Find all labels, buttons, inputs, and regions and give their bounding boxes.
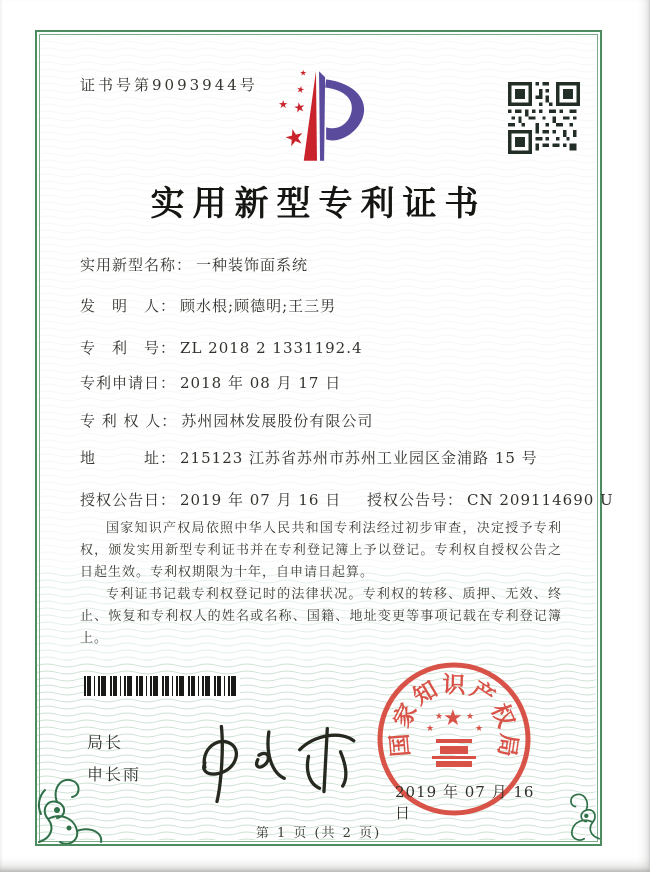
field-value: 一种装饰面系统 bbox=[196, 256, 309, 274]
field-label: 授权公告号： bbox=[367, 491, 464, 509]
field-row-patentee bbox=[80, 410, 580, 431]
svg-text:★: ★ bbox=[292, 100, 307, 117]
qr-code bbox=[508, 82, 580, 154]
field-value: CN 209114690 U bbox=[467, 491, 614, 509]
field-label: 发 明 人： bbox=[80, 297, 177, 315]
field-row-grant bbox=[80, 489, 614, 510]
svg-text:★: ★ bbox=[426, 724, 435, 734]
seal-text: 国家知识产权局 bbox=[385, 671, 523, 762]
svg-text:★: ★ bbox=[443, 706, 463, 731]
legal-paragraph-1: 国家知识产权局依照中华人民共和国专利法经过初步审查，决定授予专利权，颁发实用新型专利证书并在专利登记簿上予以登记。专利权自授权公告之日起生效。专利权期限为十年，自申请日起算。 bbox=[80, 521, 562, 580]
seal-date: 2019 年 07 月 16 日 bbox=[395, 783, 535, 822]
field-label: 地 址： bbox=[80, 449, 177, 467]
field-value: 215123 江苏省苏州市苏州工业园区金浦路 15 号 bbox=[180, 449, 538, 467]
legal-text bbox=[80, 518, 562, 650]
certificate-border bbox=[35, 30, 614, 846]
page-number: 第 1 页 (共 2 页) bbox=[255, 826, 382, 841]
field-label: 专利申请日： bbox=[80, 374, 177, 392]
svg-text:★: ★ bbox=[281, 122, 308, 154]
field-row-filing-date bbox=[80, 372, 580, 393]
director-title: 局长 bbox=[87, 733, 124, 752]
svg-text:★: ★ bbox=[466, 712, 475, 722]
barcode bbox=[84, 676, 240, 696]
national-emblem-icon bbox=[426, 706, 483, 767]
certificate-title: 实用新型专利证书 bbox=[150, 184, 487, 224]
svg-text:★: ★ bbox=[435, 712, 444, 722]
field-label: 实用新型名称： bbox=[80, 256, 193, 274]
field-value: 2019 年 07 月 16 日 bbox=[180, 491, 342, 509]
field-row-patent-number bbox=[80, 337, 580, 358]
svg-text:★: ★ bbox=[475, 724, 484, 734]
legal-paragraph-2: 专利证书记载专利权登记时的法律状况。专利权的转移、质押、无效、终止、恢复和专利权人的姓名或名称、国籍、地址变更等事项记载在专利登记簿上。 bbox=[80, 587, 562, 646]
field-label: 专 利 权 人： bbox=[80, 412, 178, 430]
field-value: ZL 2018 2 1331192.4 bbox=[180, 339, 363, 357]
field-value: 2018 年 08 月 17 日 bbox=[180, 374, 342, 392]
cnipa-logo-icon bbox=[262, 62, 374, 170]
field-row-name bbox=[80, 254, 580, 275]
director-signature bbox=[185, 716, 367, 812]
svg-text:★: ★ bbox=[278, 97, 289, 111]
field-label: 授权公告日： bbox=[80, 491, 177, 509]
certificate-number: 证书号第9093944号 bbox=[80, 76, 258, 94]
svg-text:★: ★ bbox=[295, 83, 306, 97]
field-row-address bbox=[80, 447, 580, 468]
director-name: 申长雨 bbox=[87, 765, 142, 784]
field-grant-number bbox=[367, 489, 614, 510]
director-block bbox=[87, 730, 141, 794]
svg-text:★: ★ bbox=[299, 67, 307, 78]
field-value: 顾水根;顾德明;王三男 bbox=[180, 297, 337, 315]
field-value: 苏州园林发展股份有限公司 bbox=[181, 412, 374, 430]
field-label: 专 利 号： bbox=[80, 339, 177, 357]
field-row-inventors bbox=[80, 295, 580, 316]
